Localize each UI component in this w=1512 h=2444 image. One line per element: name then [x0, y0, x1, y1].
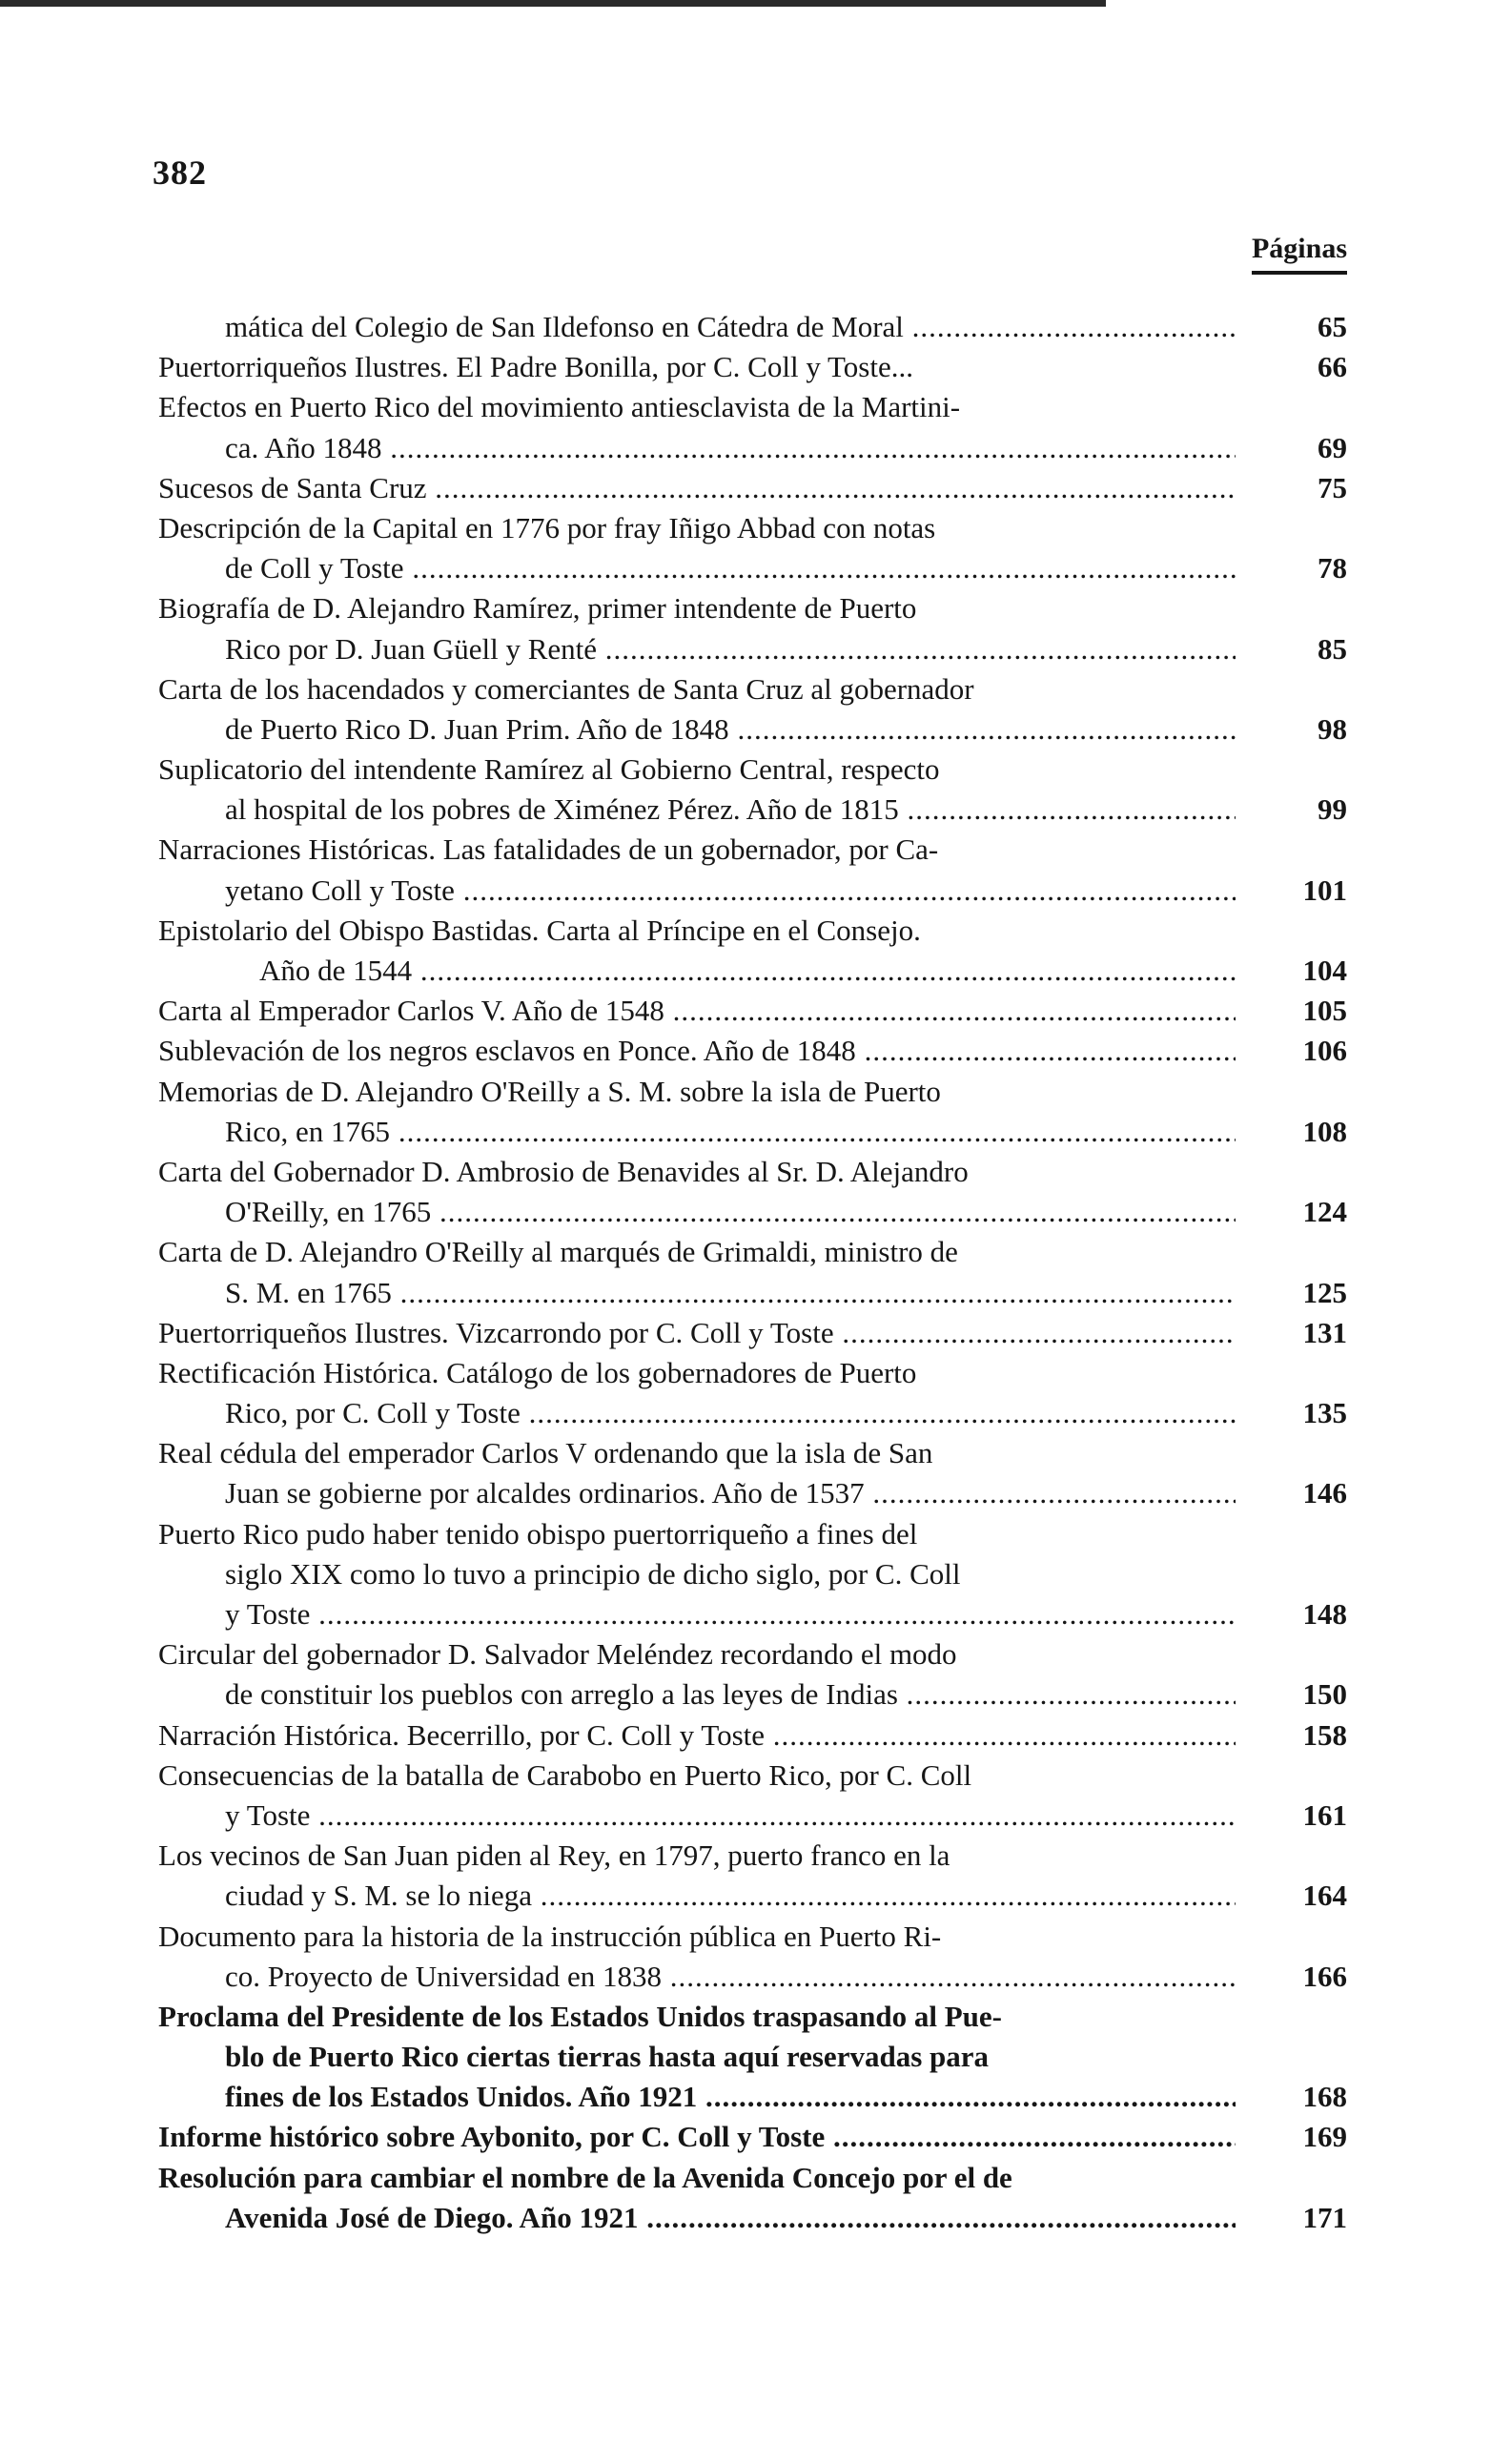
toc-line: [158, 1876, 1347, 1916]
toc-line-page: 135: [1302, 1396, 1347, 1430]
toc-line-text: Rico por D. Juan Güell y Renté .....: [225, 629, 1236, 669]
toc-line-text: Carta de D. Alejandro O'Reilly al marqués de Grimaldi, ministro de: [158, 1235, 958, 1269]
toc-line: [158, 991, 1347, 1031]
toc-line-text: Descripción de la Capital en 1776 por fray Iñigo Abbad con notas: [158, 510, 936, 544]
toc-line-text: Puertorriqueños Ilustres. Vizcarrondo por C. Coll y Toste .....: [158, 1313, 1236, 1353]
toc-line: [158, 1917, 1347, 1957]
toc-line-text: fines de los Estados Unidos. Año 1921 .....: [225, 2077, 1236, 2117]
toc-line-page: 161: [1302, 1797, 1347, 1832]
toc-line-text: yetano Coll y Toste .....: [225, 871, 1236, 911]
toc-line-page: 108: [1302, 1114, 1347, 1148]
toc-line-page: 98: [1318, 711, 1347, 746]
toc-line: [158, 1232, 1347, 1272]
toc-line-page: 146: [1302, 1476, 1347, 1510]
toc-line: [158, 871, 1347, 911]
toc-line: [158, 1112, 1347, 1152]
toc-line: [158, 1393, 1347, 1433]
toc-line: [158, 548, 1347, 588]
toc-line: [158, 307, 1347, 347]
toc-line: [158, 951, 1347, 991]
toc-line: [158, 508, 1347, 548]
toc-line: [158, 1674, 1347, 1715]
toc-line: [158, 588, 1347, 628]
toc-line: [158, 2117, 1347, 2157]
toc-line-page: 171: [1302, 2200, 1347, 2234]
toc-line-page: 164: [1302, 1879, 1347, 1913]
toc-line: [158, 347, 1347, 387]
toc-line-text: Circular del gobernador D. Salvador Meléndez recordando el modo: [158, 1637, 957, 1672]
toc-line-text: Sublevación de los negros esclavos en Ponce. Año de 1848 .....: [158, 1031, 1236, 1071]
toc-line-page: 101: [1302, 873, 1347, 907]
toc-line-text: y Toste .....: [225, 1796, 1236, 1836]
toc-line-text: Rico, por C. Coll y Toste .....: [225, 1393, 1236, 1433]
toc-line-page: 166: [1302, 1959, 1347, 1993]
toc-line-page: 66: [1318, 350, 1347, 384]
toc-line: [158, 1473, 1347, 1513]
toc-line-text: Año de 1544 .....: [259, 951, 1236, 991]
toc-line-page: 150: [1302, 1677, 1347, 1712]
toc-line: [158, 1957, 1347, 1997]
toc-line-text: Rico, en 1765 .....: [225, 1112, 1236, 1152]
toc-line-text: Epistolario del Obispo Bastidas. Carta al Príncipe en el Consejo.: [158, 913, 921, 947]
toc-line-text: Avenida José de Diego. Año 1921 .....: [225, 2198, 1236, 2238]
toc-line-text: Memorias de D. Alejandro O'Reilly a S. M. sobre la isla de Puerto: [158, 1074, 941, 1108]
toc-line-page: 169: [1302, 2120, 1347, 2154]
toc-line-page: 105: [1302, 994, 1347, 1028]
column-header: Páginas: [1252, 233, 1347, 275]
toc-line-text: O'Reilly, en 1765 .....: [225, 1192, 1236, 1232]
toc-line-text: Carta al Emperador Carlos V. Año de 1548 .....: [158, 991, 1236, 1031]
toc-line-text: Narraciones Históricas. Las fatalidades de un gobernador, por Ca-: [158, 832, 939, 867]
toc-line-text: Suplicatorio del intendente Ramírez al Gobierno Central, respecto: [158, 752, 940, 787]
toc-line: [158, 911, 1347, 951]
toc-line-text: Carta del Gobernador D. Ambrosio de Benavides al Sr. D. Alejandro: [158, 1154, 969, 1188]
toc-line: [158, 1756, 1347, 1796]
toc-line: [158, 830, 1347, 870]
toc-line-page: 125: [1302, 1275, 1347, 1309]
toc-line: [158, 1353, 1347, 1393]
toc-line-page: 65: [1318, 310, 1347, 343]
top-rule: [0, 0, 1106, 7]
toc-line-text: Carta de los hacendados y comerciantes de Santa Cruz al gobernador: [158, 671, 974, 706]
toc-line-text: Documento para la historia de la instrucción pública en Puerto Ri-: [158, 1919, 942, 1953]
toc-line: [158, 790, 1347, 830]
toc-line-page: 78: [1318, 551, 1347, 585]
toc-line-text: Biografía de D. Alejandro Ramírez, primer intendente de Puerto: [158, 591, 917, 626]
toc-line-text: mática del Colegio de San Ildefonso en Cátedra de Moral .....: [225, 307, 1236, 347]
toc-line-page: 104: [1302, 954, 1347, 987]
toc-line: [158, 669, 1347, 709]
toc-line-text: Los vecinos de San Juan piden al Rey, en 1797, puerto franco en la: [158, 1838, 950, 1873]
toc-line: [158, 2037, 1347, 2077]
toc-line: [158, 709, 1347, 750]
toc-line-page: 75: [1318, 470, 1347, 504]
toc-line-text: Efectos en Puerto Rico del movimiento antiesclavista de la Martini-: [158, 390, 961, 424]
toc-line-text: co. Proyecto de Universidad en 1838 .....: [225, 1957, 1236, 1997]
toc-line-text: ca. Año 1848 .....: [225, 428, 1236, 468]
toc-line: [158, 387, 1347, 427]
toc-line-page: 131: [1302, 1315, 1347, 1349]
page-number: 382: [153, 154, 207, 192]
toc-line-text: siglo XIX como lo tuvo a principio de dicho siglo, por C. Coll: [225, 1556, 961, 1591]
toc-line-text: al hospital de los pobres de Ximénez Pérez. Año de 1815 .....: [225, 790, 1236, 830]
toc-line-page: 85: [1318, 631, 1347, 666]
toc-line-page: 158: [1302, 1717, 1347, 1752]
toc-line-page: 148: [1302, 1597, 1347, 1631]
toc-line-text: de Puerto Rico D. Juan Prim. Año de 1848 .....: [225, 709, 1236, 750]
toc-line-text: y Toste .....: [225, 1594, 1236, 1634]
toc-line-text: de constituir los pueblos con arreglo a las leyes de Indias .....: [225, 1674, 1236, 1715]
toc-line-page: 106: [1302, 1034, 1347, 1068]
toc-line: [158, 1715, 1347, 1756]
toc-line: [158, 629, 1347, 669]
toc-line: [158, 1313, 1347, 1353]
toc-line: [158, 1634, 1347, 1674]
toc-line-text: Juan se gobierne por alcaldes ordinarios. Año de 1537 .....: [225, 1473, 1236, 1513]
toc-line: [158, 1433, 1347, 1473]
toc-line-text: Puerto Rico pudo haber tenido obispo puertorriqueño a fines del: [158, 1516, 918, 1551]
toc-line-text: blo de Puerto Rico ciertas tierras hasta aquí reservadas para: [225, 2040, 990, 2074]
toc-line: [158, 1072, 1347, 1112]
toc-line-text: Proclama del Presidente de los Estados Unidos traspasando al Pue-: [158, 1999, 1002, 2033]
toc-line-text: Informe histórico sobre Aybonito, por C. Coll y Toste .....: [158, 2117, 1236, 2157]
toc-line-text: ciudad y S. M. se lo niega .....: [225, 1876, 1236, 1916]
toc-line-page: 124: [1302, 1195, 1347, 1229]
toc-line: [158, 1273, 1347, 1313]
toc-line-text: Narración Histórica. Becerrillo, por C. Coll y Toste .....: [158, 1715, 1236, 1756]
toc-line: [158, 1554, 1347, 1594]
toc-line: [158, 1997, 1347, 2037]
toc-line: [158, 468, 1347, 508]
toc-line-text: Resolución para cambiar el nombre de la Avenida Concejo por el de: [158, 2160, 1012, 2194]
toc-line: [158, 2158, 1347, 2198]
toc-line: [158, 750, 1347, 790]
toc-line-text: Puertorriqueños Ilustres. El Padre Bonilla, por C. Coll y Toste...: [158, 350, 913, 384]
toc-line: [158, 1152, 1347, 1192]
toc-line: [158, 2077, 1347, 2117]
toc-line-page: 99: [1318, 792, 1347, 827]
toc-line-text: Real cédula del emperador Carlos V ordenando que la isla de San: [158, 1436, 933, 1470]
toc-line-text: Consecuencias de la batalla de Carabobo en Puerto Rico, por C. Coll: [158, 1757, 972, 1792]
toc-line-page: 168: [1302, 2080, 1347, 2114]
toc-line: [158, 1836, 1347, 1876]
toc-line: [158, 1796, 1347, 1836]
toc-line: [158, 1594, 1347, 1634]
toc-line-text: de Coll y Toste .....: [225, 548, 1236, 588]
toc-line: [158, 1031, 1347, 1071]
toc-line-text: Rectificación Histórica. Catálogo de los gobernadores de Puerto: [158, 1355, 917, 1389]
table-of-contents: [158, 307, 1347, 2238]
toc-line: [158, 1514, 1347, 1554]
toc-line: [158, 428, 1347, 468]
toc-line-page: 69: [1318, 430, 1347, 464]
toc-line: [158, 1192, 1347, 1232]
toc-line-text: S. M. en 1765 .....: [225, 1273, 1236, 1313]
toc-line-text: Sucesos de Santa Cruz .....: [158, 468, 1236, 508]
toc-line: [158, 2198, 1347, 2238]
